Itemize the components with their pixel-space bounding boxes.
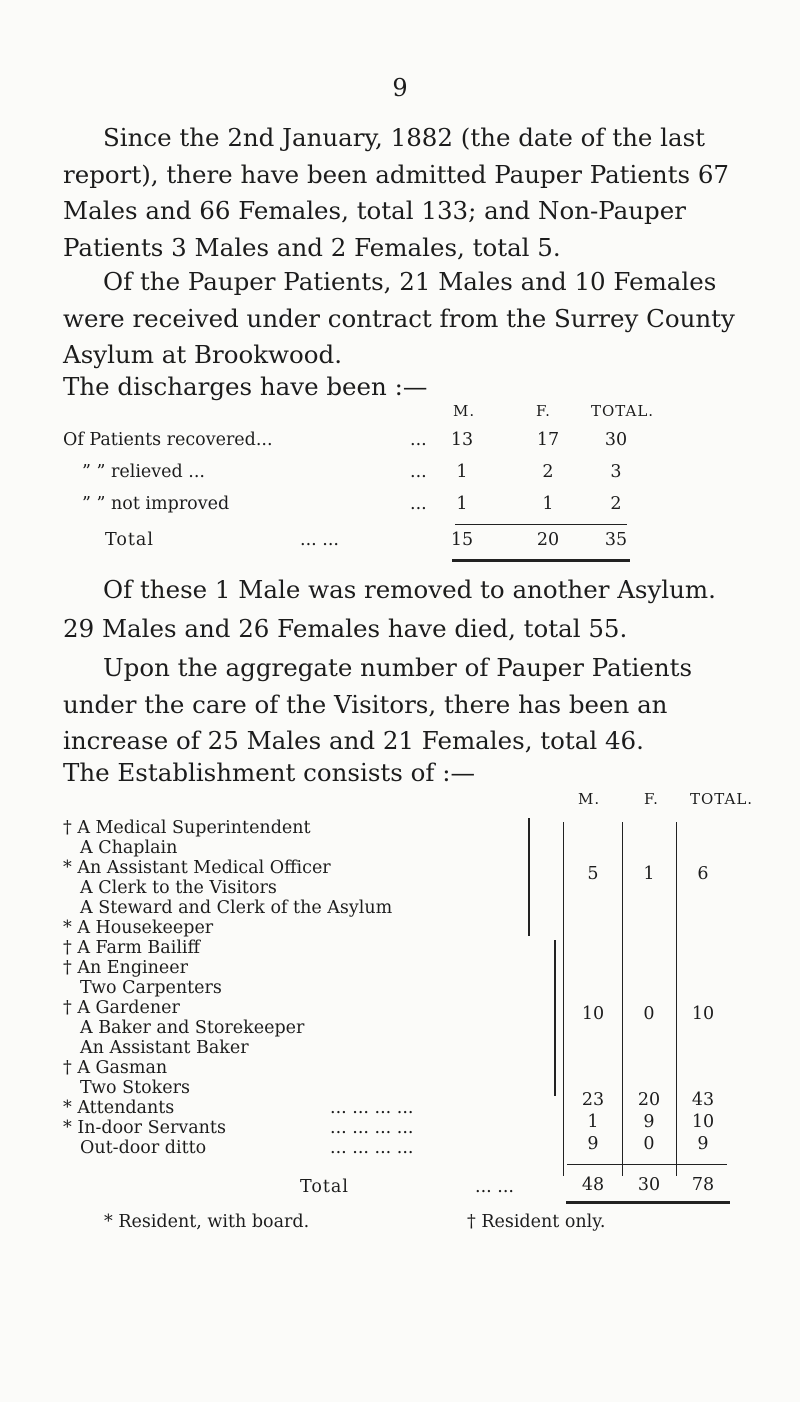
staff-row-total: 9 bbox=[697, 1134, 709, 1154]
column-rule bbox=[563, 822, 564, 1176]
establishment-total-label: Total bbox=[300, 1177, 349, 1197]
discharges-header-m: M. bbox=[453, 402, 476, 420]
discharges-double-rule bbox=[452, 559, 630, 562]
establishment-total-dots: ... ... bbox=[475, 1177, 514, 1197]
staff-row-dots: ... ... ... ... bbox=[330, 1138, 414, 1158]
footnote-resident-with-board: * Resident, with board. bbox=[104, 1212, 310, 1232]
paragraph-discharges-intro: The discharges have been :— bbox=[63, 372, 428, 401]
staff-item: † A Gardener bbox=[63, 998, 180, 1018]
staff-item: Two Stokers bbox=[80, 1078, 190, 1098]
group-brace bbox=[516, 818, 530, 936]
staff-item: An Assistant Baker bbox=[80, 1038, 249, 1058]
staff-row-m: 23 bbox=[581, 1090, 605, 1110]
footnote-resident-only: † Resident only. bbox=[467, 1212, 606, 1232]
staff-row-label: Out-door ditto bbox=[80, 1138, 207, 1158]
paragraph-removed: Of these 1 Male was removed to another Asylum. bbox=[103, 575, 716, 604]
staff-row-f: 0 bbox=[643, 1134, 655, 1154]
discharges-row-m: 13 bbox=[450, 430, 474, 450]
group1-total: 6 bbox=[697, 864, 709, 884]
paragraph-died: 29 Males and 26 Females have died, total 55. bbox=[63, 614, 628, 643]
staff-item: † A Gasman bbox=[63, 1058, 168, 1078]
discharges-total-dots: ... ... bbox=[300, 530, 339, 550]
staff-row-label: * In-door Servants bbox=[63, 1118, 226, 1138]
discharges-header-f: F. bbox=[536, 402, 551, 420]
staff-row-total: 43 bbox=[691, 1090, 715, 1110]
staff-row-total: 10 bbox=[691, 1112, 715, 1132]
establishment-header-m: M. bbox=[578, 790, 601, 808]
discharges-total-label: Total bbox=[105, 530, 154, 550]
staff-item: A Chaplain bbox=[80, 838, 178, 858]
establishment-double-rule bbox=[566, 1201, 730, 1204]
staff-item: A Clerk to the Visitors bbox=[80, 878, 277, 898]
staff-item: * A Housekeeper bbox=[63, 918, 214, 938]
discharges-total-m: 15 bbox=[450, 530, 474, 550]
staff-item: † A Medical Superintendent bbox=[63, 818, 311, 838]
establishment-sum-rule bbox=[567, 1164, 727, 1165]
discharges-row-total: 3 bbox=[610, 462, 622, 482]
staff-item: * An Assistant Medical Officer bbox=[63, 858, 331, 878]
group2-f: 0 bbox=[643, 1004, 655, 1024]
staff-row-m: 1 bbox=[587, 1112, 599, 1132]
discharges-row-m: 1 bbox=[456, 494, 468, 514]
establishment-total-m: 48 bbox=[581, 1175, 605, 1195]
group2-m: 10 bbox=[581, 1004, 605, 1024]
staff-row-f: 9 bbox=[643, 1112, 655, 1132]
staff-row-m: 9 bbox=[587, 1134, 599, 1154]
group2-total: 10 bbox=[691, 1004, 715, 1024]
staff-item: † An Engineer bbox=[63, 958, 188, 978]
discharges-total-total: 35 bbox=[604, 530, 628, 550]
group1-f: 1 bbox=[643, 864, 655, 884]
group1-m: 5 bbox=[587, 864, 599, 884]
paragraph-establishment-intro: The Establishment consists of :— bbox=[63, 758, 475, 787]
paragraph-contract: Of the Pauper Patients, 21 Males and 10 Females were received under contract from the Surrey County Asylum at Brookwood. bbox=[63, 267, 735, 369]
staff-item: Two Carpenters bbox=[80, 978, 222, 998]
discharges-row-f: 1 bbox=[542, 494, 554, 514]
establishment-total-total: 78 bbox=[691, 1175, 715, 1195]
page-number: 9 bbox=[392, 74, 408, 102]
establishment-header-f: F. bbox=[644, 790, 659, 808]
discharges-row-label: ” ” not improved bbox=[82, 494, 230, 514]
discharges-row-m: 1 bbox=[456, 462, 468, 482]
discharges-row-total: 2 bbox=[610, 494, 622, 514]
discharges-row-dots: ... bbox=[410, 494, 427, 514]
staff-row-label: * Attendants bbox=[63, 1098, 175, 1118]
group-brace bbox=[542, 940, 556, 1096]
discharges-row-f: 17 bbox=[536, 430, 560, 450]
staff-item: A Steward and Clerk of the Asylum bbox=[80, 898, 393, 918]
staff-row-f: 20 bbox=[637, 1090, 661, 1110]
staff-row-dots: ... ... ... ... bbox=[330, 1098, 414, 1118]
discharges-row-dots: ... bbox=[410, 430, 427, 450]
column-rule bbox=[622, 822, 623, 1176]
staff-row-dots: ... ... ... ... bbox=[330, 1118, 414, 1138]
paragraph-increase: Upon the aggregate number of Pauper Patients under the care of the Visitors, there has been an increase of 25 Males and 21 Females, total 46. bbox=[63, 653, 693, 755]
discharges-row-label: Of Patients recovered... bbox=[63, 430, 273, 450]
discharges-row-dots: ... bbox=[410, 462, 427, 482]
discharges-row-f: 2 bbox=[542, 462, 554, 482]
staff-item: A Baker and Storekeeper bbox=[80, 1018, 305, 1038]
establishment-header-total: TOTAL. bbox=[690, 790, 754, 808]
discharges-total-f: 20 bbox=[536, 530, 560, 550]
column-rule bbox=[676, 822, 677, 1176]
discharges-row-label: ” ” relieved ... bbox=[82, 462, 205, 482]
discharges-header-total: TOTAL. bbox=[591, 402, 655, 420]
discharges-sum-rule bbox=[455, 524, 627, 525]
paragraph-admissions: Since the 2nd January, 1882 (the date of the last report), there have been admitted Pauper Patients 67 Males and 66 Females, total 133; and Non-Pauper Patients 3 Males and 2 Females, total 5. bbox=[63, 123, 730, 262]
staff-item: † A Farm Bailiff bbox=[63, 938, 200, 958]
establishment-total-f: 30 bbox=[637, 1175, 661, 1195]
discharges-row-total: 30 bbox=[604, 430, 628, 450]
